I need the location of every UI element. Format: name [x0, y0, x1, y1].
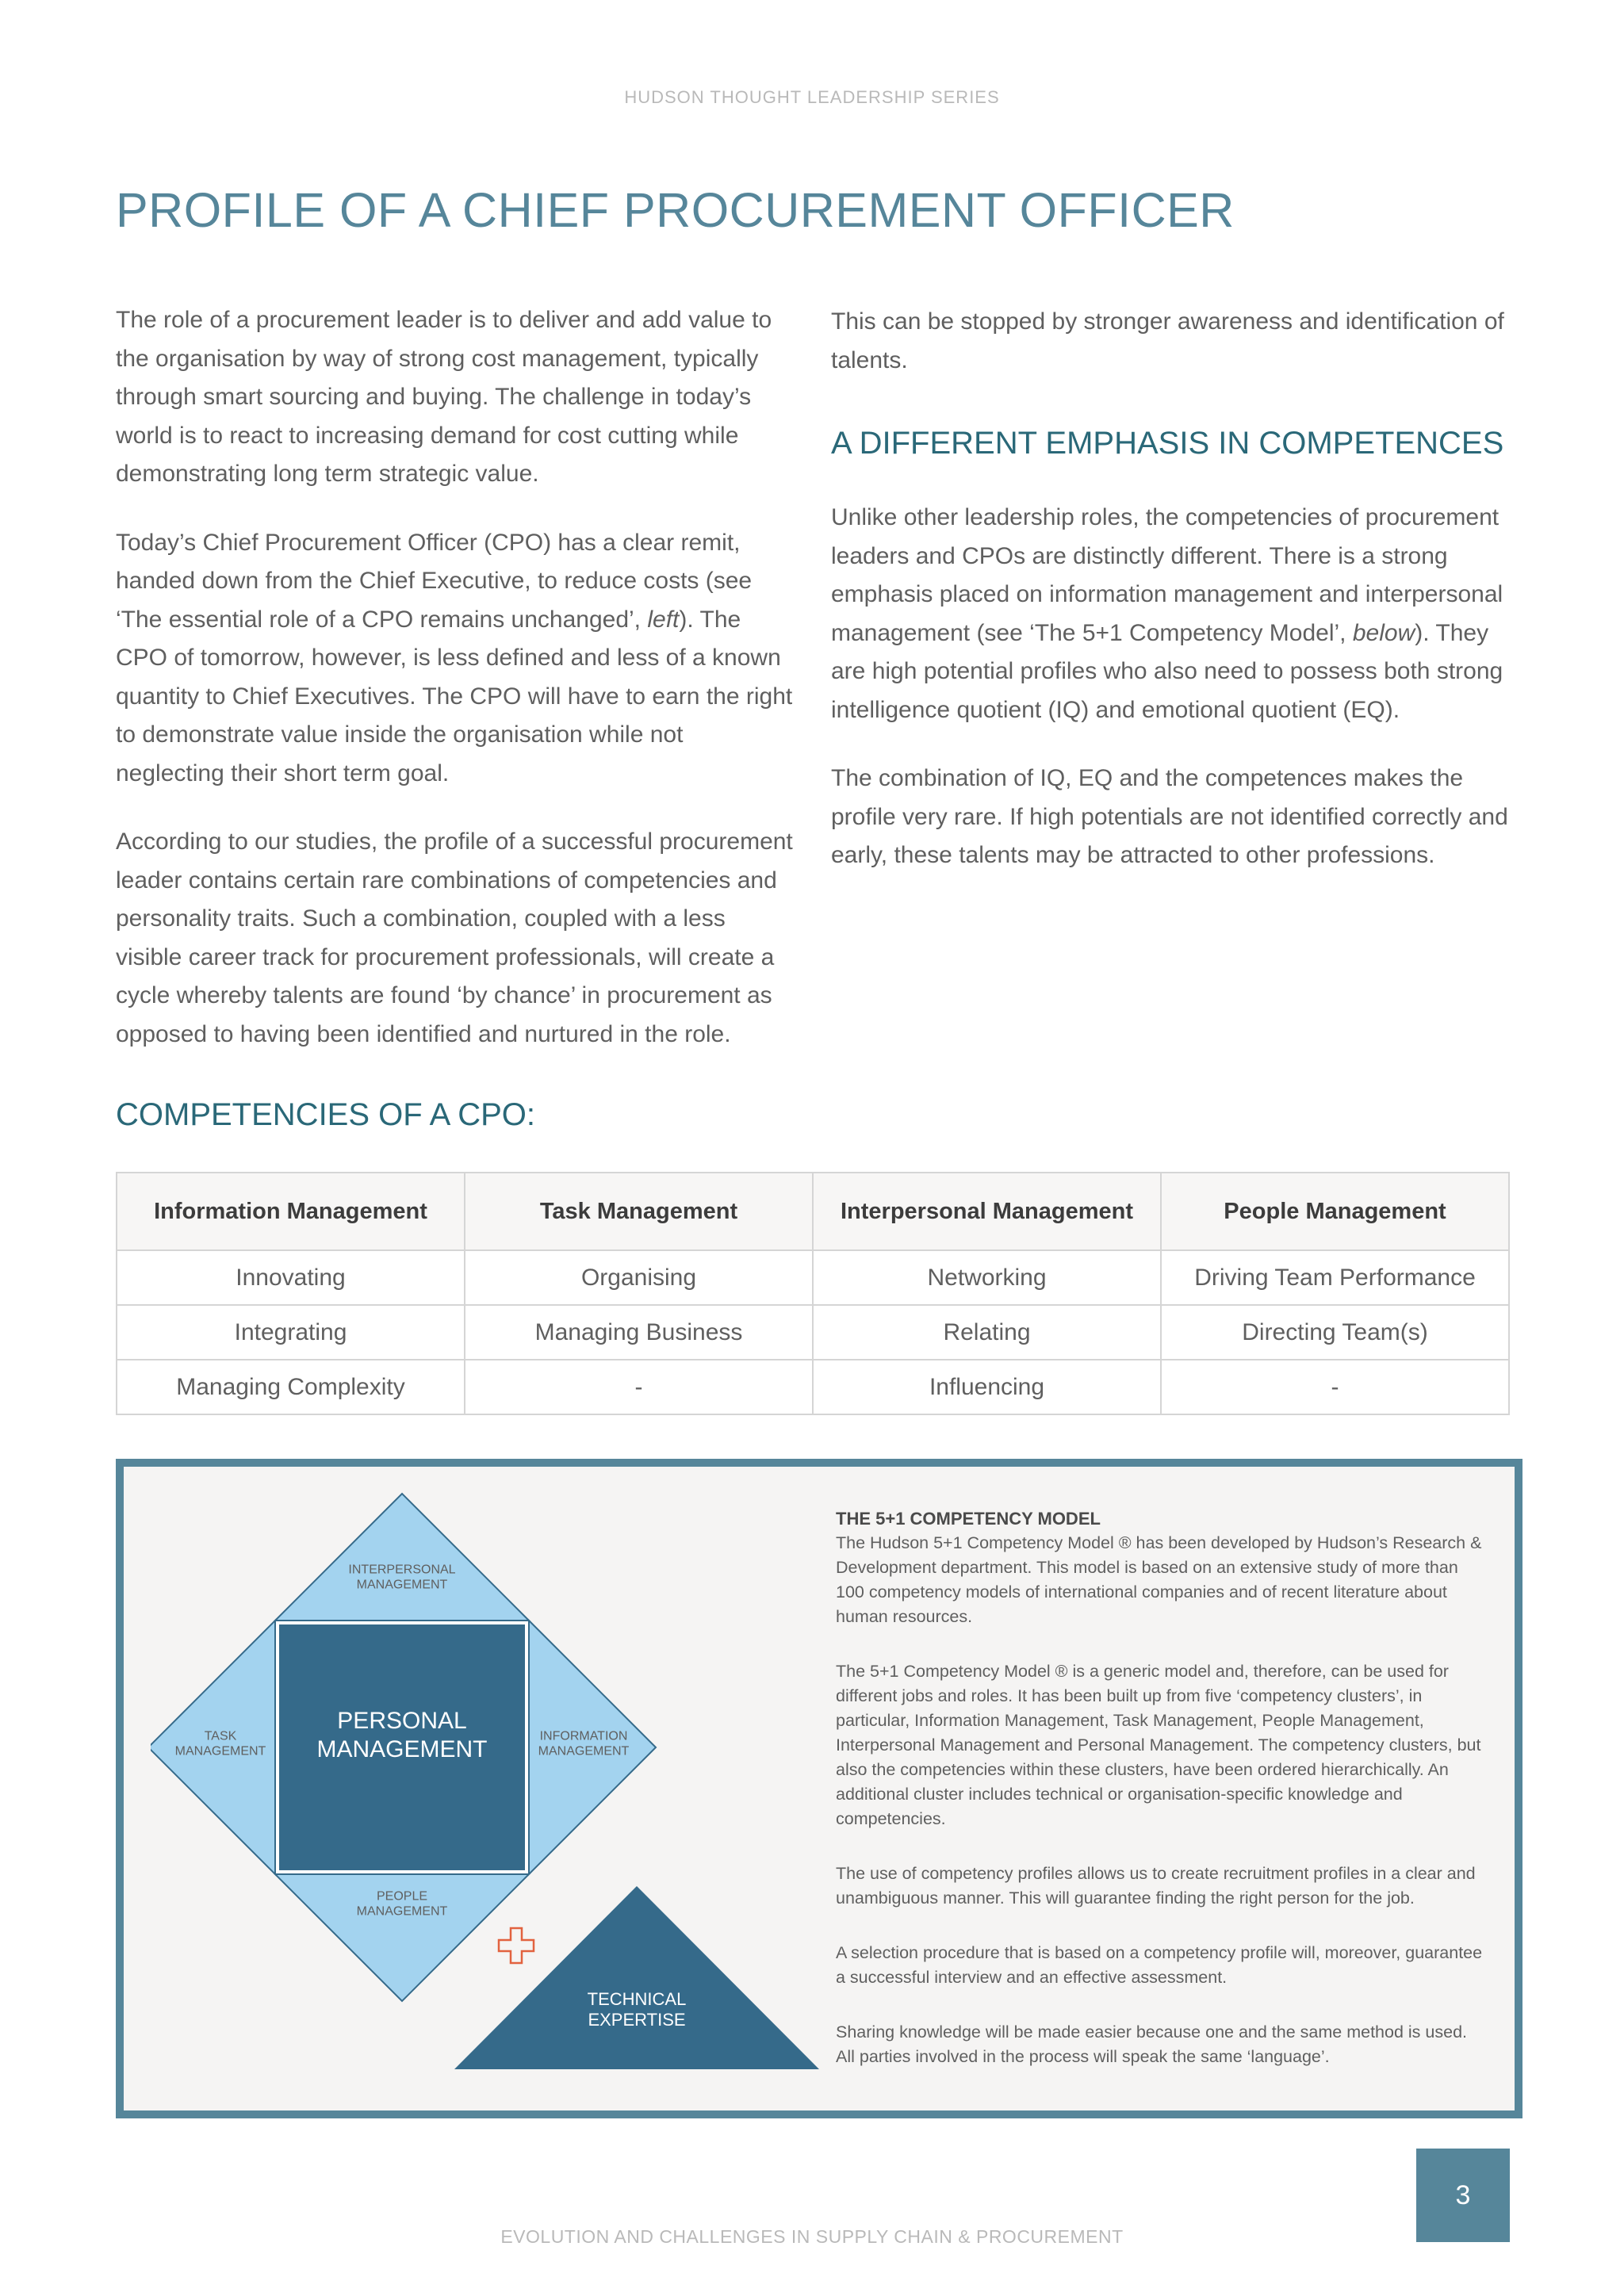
task-label: TASK MANAGEMENT — [174, 1729, 266, 1758]
table-header: People Management — [1161, 1173, 1509, 1250]
intro-paragraph-3: According to our studies, the profile of a successful procurement leader contains certain rare combinations of competencies and personality traits. Such a combination, coupled with a less visible career track for procurement professionals, will create a cycle whereby talents are found ‘by chance’ in procurement as opposed to having been identified and nurtured in the role. — [116, 828, 793, 1047]
table-cell: - — [465, 1360, 813, 1414]
table-cell: Integrating — [117, 1305, 465, 1360]
page-title: PROFILE OF A CHIEF PROCUREMENT OFFICER — [116, 183, 1235, 237]
right-column — [831, 303, 1515, 905]
table-header: Interpersonal Management — [813, 1173, 1161, 1250]
people-label: PEOPLE MANAGEMENT — [356, 1889, 448, 1919]
table-cell: Managing Business — [465, 1305, 813, 1360]
emphasis-heading: A DIFFERENT EMPHASIS IN COMPETENCES — [831, 426, 1504, 461]
competencies-heading: COMPETENCIES OF A CPO: — [116, 1097, 535, 1132]
intro-paragraph-4: This can be stopped by stronger awareness and identification of talents. — [831, 308, 1504, 373]
table-header: Task Management — [465, 1173, 813, 1250]
technical-triangle — [454, 1886, 819, 2069]
table-cell: Managing Complexity — [117, 1360, 465, 1414]
emphasis-paragraph-1: Unlike other leadership roles, the competencies of procurement leaders and CPOs are distinctly different. There is a strong emphasis placed on information management and interpersonal management (see ‘The 5+1 Competency Model’, below). They are high potential profiles who also need to possess both strong intelligence quotient (IQ) and emotional quotient (EQ). — [831, 504, 1503, 723]
competency-model-diagram — [151, 1483, 848, 2085]
table-cell: Driving Team Performance — [1161, 1250, 1509, 1305]
table-row — [117, 1250, 1509, 1305]
model-heading: THE 5+1 COMPETENCY MODEL — [836, 1509, 1101, 1529]
competencies-table — [116, 1172, 1510, 1415]
series-header: HUDSON THOUGHT LEADERSHIP SERIES — [624, 87, 1000, 107]
technical-label: TECHNICAL EXPERTISE — [587, 1988, 687, 2030]
model-description — [836, 1506, 1484, 2099]
table-cell: Innovating — [117, 1250, 465, 1305]
model-paragraph-1: The Hudson 5+1 Competency Model ® has been developed by Hudson’s Research & Development department. This model is based on an extensive study of more than 100 competency models of international companies and of recent literature about human resources. — [836, 1533, 1482, 1626]
personal-label: PERSONAL MANAGEMENT — [316, 1708, 488, 1762]
table-cell: Organising — [465, 1250, 813, 1305]
interpersonal-triangle — [275, 1494, 529, 1621]
information-label: INFORMATION MANAGEMENT — [538, 1729, 630, 1758]
page-number: 3 — [1416, 2149, 1510, 2242]
model-paragraph-3: The use of competency profiles allows us to create recruitment profiles in a clear and unambiguous manner. This will guarantee finding the right person for the job. — [836, 1864, 1476, 1908]
table-cell: Networking — [813, 1250, 1161, 1305]
intro-paragraph-1: The role of a procurement leader is to deliver and add value to the organisation by way of strong cost management, typically through smart sourcing and buying. The challenge in today’s world is to react to increasing demand for cost cutting while demonstrating long term strategic value. — [116, 307, 772, 487]
model-paragraph-4: A selection procedure that is based on a competency profile will, moreover, guarantee a successful interview and an effective assessment. — [836, 1943, 1483, 1987]
table-row — [117, 1360, 1509, 1414]
footer-text: EVOLUTION AND CHALLENGES IN SUPPLY CHAIN & PROCUREMENT — [500, 2226, 1124, 2247]
table-row — [117, 1305, 1509, 1360]
interpersonal-label: INTERPERSONAL MANAGEMENT — [348, 1563, 456, 1592]
plus-icon — [499, 1928, 534, 1963]
table-header: Information Management — [117, 1173, 465, 1250]
left-column — [116, 301, 798, 1084]
model-paragraph-2: The 5+1 Competency Model ® is a generic model and, therefore, can be used for different jobs and roles. It has been built up from five ‘competency clusters’, in particular, Information Management, Task Management, People Management, Interpersonal Management and Personal Management. The competency clusters, but also the competencies within these clusters, have been ordered hierarchically. An additional cluster includes technical or organisation-specific knowledge and competencies. — [836, 1662, 1481, 1828]
table-header-row — [117, 1173, 1509, 1250]
table-cell: Relating — [813, 1305, 1161, 1360]
table-cell: Directing Team(s) — [1161, 1305, 1509, 1360]
intro-paragraph-2: Today’s Chief Procurement Officer (CPO) has a clear remit, handed down from the Chief Executive, to reduce costs (see ‘The essential role of a CPO remains unchanged’, left). The CPO of tomorrow, however, is less defined and less of a known quantity to Chief Executives. The CPO will have to earn the right to demonstrate value inside the organisation while not neglecting their short term goal. — [116, 529, 793, 786]
model-paragraph-5: Sharing knowledge will be made easier because one and the same method is used. All parties involved in the process will speak the same ‘language’. — [836, 2022, 1467, 2066]
table-cell: Influencing — [813, 1360, 1161, 1414]
table-cell: - — [1161, 1360, 1509, 1414]
emphasis-paragraph-2: The combination of IQ, EQ and the competences makes the profile very rare. If high potentials are not identified correctly and early, these talents may be attracted to other professions. — [831, 765, 1508, 868]
